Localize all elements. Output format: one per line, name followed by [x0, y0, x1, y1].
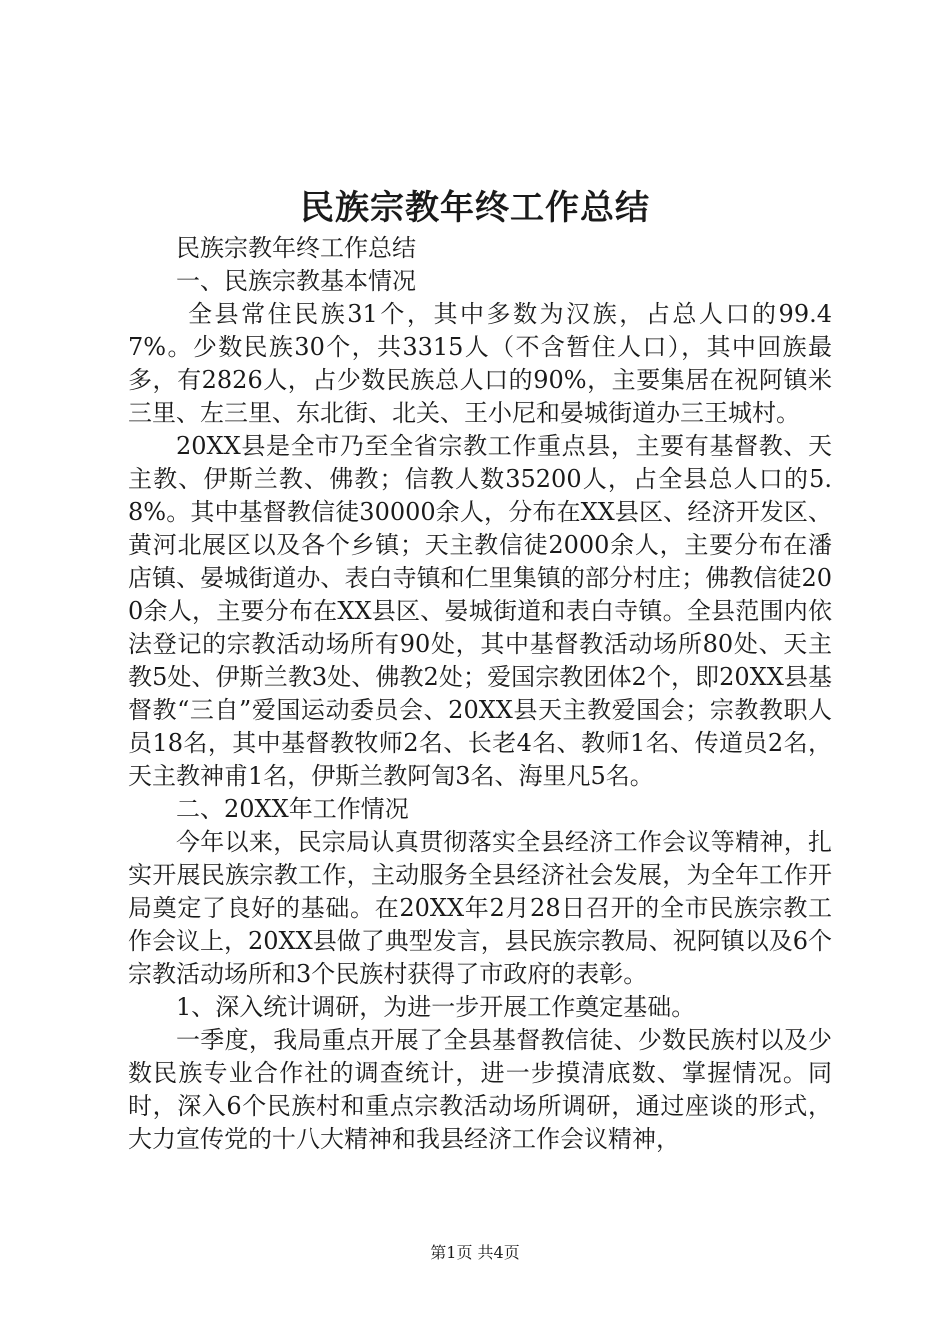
document-body — [128, 232, 832, 1156]
paragraph-religion-overview: 20XX县是全市乃至全省宗教工作重点县，主要有基督教、天主教、伊斯兰教、佛教；信教人数35200人，占全县总人口的5.8%。其中基督教信徒30000余人，分布在XX县区、经济开发区、黄河北展区以及各个乡镇；天主教信徒2000余人，主要分布在潘店镇、晏城街道办、表白寺镇和仁里集镇的部分村庄；佛教信徒200余人，主要分布在XX县区、晏城街道和表白寺镇。全县范围内依法登记的宗教活动场所有90处，其中基督教活动场所80处、天主教5处、伊斯兰教3处、佛教2处；爱国宗教团体2个，即20XX县基督教“三自”爱国运动委员会、20XX县天主教爱国会；宗教教职人员18名，其中基督教牧师2名、长老4名、教师1名、传道员2名，天主教神甫1名，伊斯兰教阿訇3名、海里凡5名。 — [128, 432, 832, 790]
document-title: 民族宗教年终工作总结 — [300, 188, 650, 228]
paragraph-item-1-heading: 1、深入统计调研，为进一步开展工作奠定基础。 — [176, 993, 696, 1021]
paragraph-subtitle: 民族宗教年终工作总结 — [176, 234, 416, 262]
paragraph-item-1-body: 一季度，我局重点开展了全县基督教信徒、少数民族村以及少数民族专业合作社的调查统计，进一步摸清底数、掌握情况。同时，深入6个民族村和重点宗教活动场所调研，通过座谈的形式，大力宣传党的十八大精神和我县经济工作会议精神， — [128, 1026, 832, 1153]
page-number-footer: 第1页 共4页 — [430, 1243, 520, 1262]
paragraph-section-heading-2: 二、20XX年工作情况 — [176, 795, 409, 823]
paragraph-population: 全县常住民族31个，其中多数为汉族，占总人口的99.47%。少数民族30个，共3315人（不含暂住人口），其中回族最多，有2826人，占少数民族总人口的90%，主要集居在祝阿镇米三里、左三里、东北街、北关、王小尼和晏城街道办三王城村。 — [128, 300, 832, 427]
paragraph-section-heading-1: 一、民族宗教基本情况 — [176, 267, 416, 295]
paragraph-work-summary: 今年以来，民宗局认真贯彻落实全县经济工作会议等精神，扎实开展民族宗教工作，主动服务全县经济社会发展，为全年工作开局奠定了良好的基础。在20XX年2月28日召开的全市民族宗教工作会议上，20XX县做了典型发言，县民族宗教局、祝阿镇以及6个宗教活动场所和3个民族村获得了市政府的表彰。 — [128, 828, 832, 988]
